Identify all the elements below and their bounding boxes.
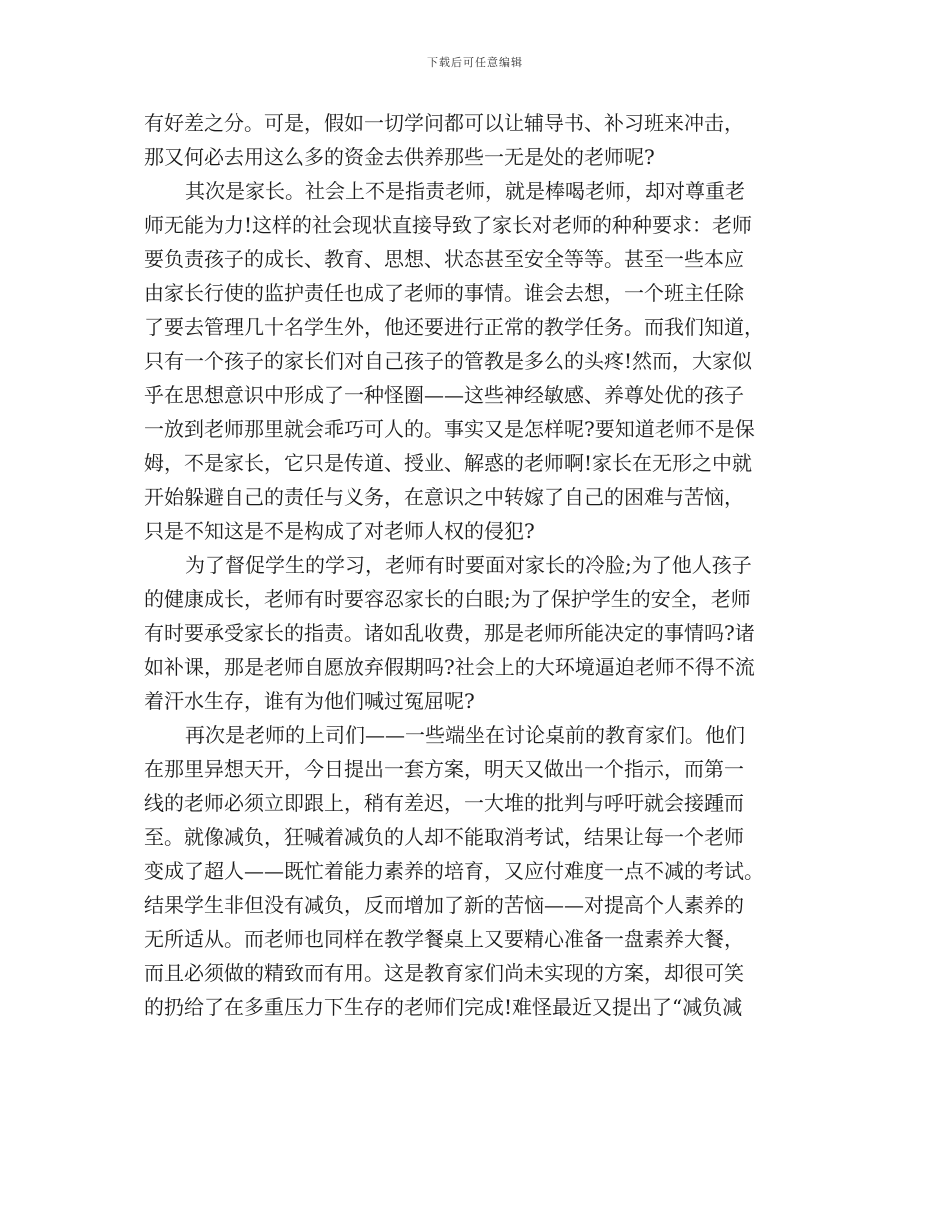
- text-line: 其次是家长。社会上不是指责老师，就是棒喝老师，却对尊重老: [185, 179, 745, 203]
- text-line: 无所适从。而老师也同样在教学餐桌上又要精心准备一盘素养大餐，: [144, 927, 744, 951]
- text-line: 而且必须做的精致而有用。这是教育家们尚未实现的方案，却很可笑: [144, 961, 744, 985]
- text-line: 为了督促学生的学习，老师有时要面对家长的冷脸;为了他人孩子: [185, 553, 752, 577]
- text-line: 的健康成长，老师有时要容忍家长的白眼;为了保护学生的安全，老师: [144, 587, 751, 611]
- text-line: 有时要承受家长的指责。诸如乱收费，那是老师所能决定的事情吗?诸: [144, 621, 755, 645]
- page-header: 下载后可任意编辑: [427, 56, 523, 69]
- paragraph: [144, 174, 808, 548]
- text-line: 变成了超人——既忙着能力素养的培育，又应付难度一点不减的考试。: [144, 859, 764, 883]
- text-line: 只是不知这是不是构成了对老师人权的侵犯?: [144, 519, 535, 543]
- text-line: 如补课，那是老师自愿放弃假期吗?社会上的大环境逼迫老师不得不流: [144, 655, 755, 679]
- text-line: 在那里异想天开，今日提出一套方案，明天又做出一个指示，而第一: [144, 757, 744, 781]
- text-line: 那又何必去用这么多的资金去供养那些一无是处的老师呢?: [144, 145, 655, 169]
- text-line: 着汗水生存，谁有为他们喊过冤屈呢?: [144, 689, 475, 713]
- text-line: 开始躲避自己的责任与义务，在意识之中转嫁了自己的困难与苦恼，: [144, 485, 744, 509]
- text-line: 至。就像减负，狂喊着减负的人却不能取消考试，结果让每一个老师: [144, 825, 744, 849]
- text-line: 一放到老师那里就会乖巧可人的。事实又是怎样呢?要知道老师不是保: [144, 417, 755, 441]
- text-line: 的扔给了在多重压力下生存的老师们完成!难怪最近又提出了“减负减: [144, 995, 743, 1019]
- text-line: 乎在思想意识中形成了一种怪圈——这些神经敏感、养尊处优的孩子: [144, 383, 744, 407]
- paragraph: [144, 718, 808, 1024]
- text-line: 由家长行使的监护责任也成了老师的事情。谁会去想，一个班主任除: [144, 281, 744, 305]
- paragraph: [144, 106, 808, 174]
- text-line: 姆，不是家长，它只是传道、授业、解惑的老师啊!家长在无形之中就: [144, 451, 753, 475]
- text-line: 了要去管理几十名学生外，他还要进行正常的教学任务。而我们知道，: [144, 315, 764, 339]
- text-line: 要负责孩子的成长、教育、思想、状态甚至安全等等。甚至一些本应: [144, 247, 744, 271]
- text-line: 有好差之分。可是，假如一切学问都可以让辅导书、补习班来冲击，: [144, 111, 744, 135]
- text-line: 再次是老师的上司们——一些端坐在讨论桌前的教育家们。他们: [185, 723, 745, 747]
- document-body: [144, 106, 808, 1024]
- text-line: 只有一个孩子的家长们对自己孩子的管教是多么的头疼!然而，大家似: [144, 349, 753, 373]
- text-line: 师无能为力!这样的社会现状直接导致了家长对老师的种种要求：老师: [144, 213, 753, 237]
- text-line: 线的老师必须立即跟上，稍有差迟，一大堆的批判与呼吁就会接踵而: [144, 791, 744, 815]
- text-line: 结果学生非但没有减负，反而增加了新的苦恼——对提高个人素养的: [144, 893, 744, 917]
- paragraph: [144, 548, 808, 718]
